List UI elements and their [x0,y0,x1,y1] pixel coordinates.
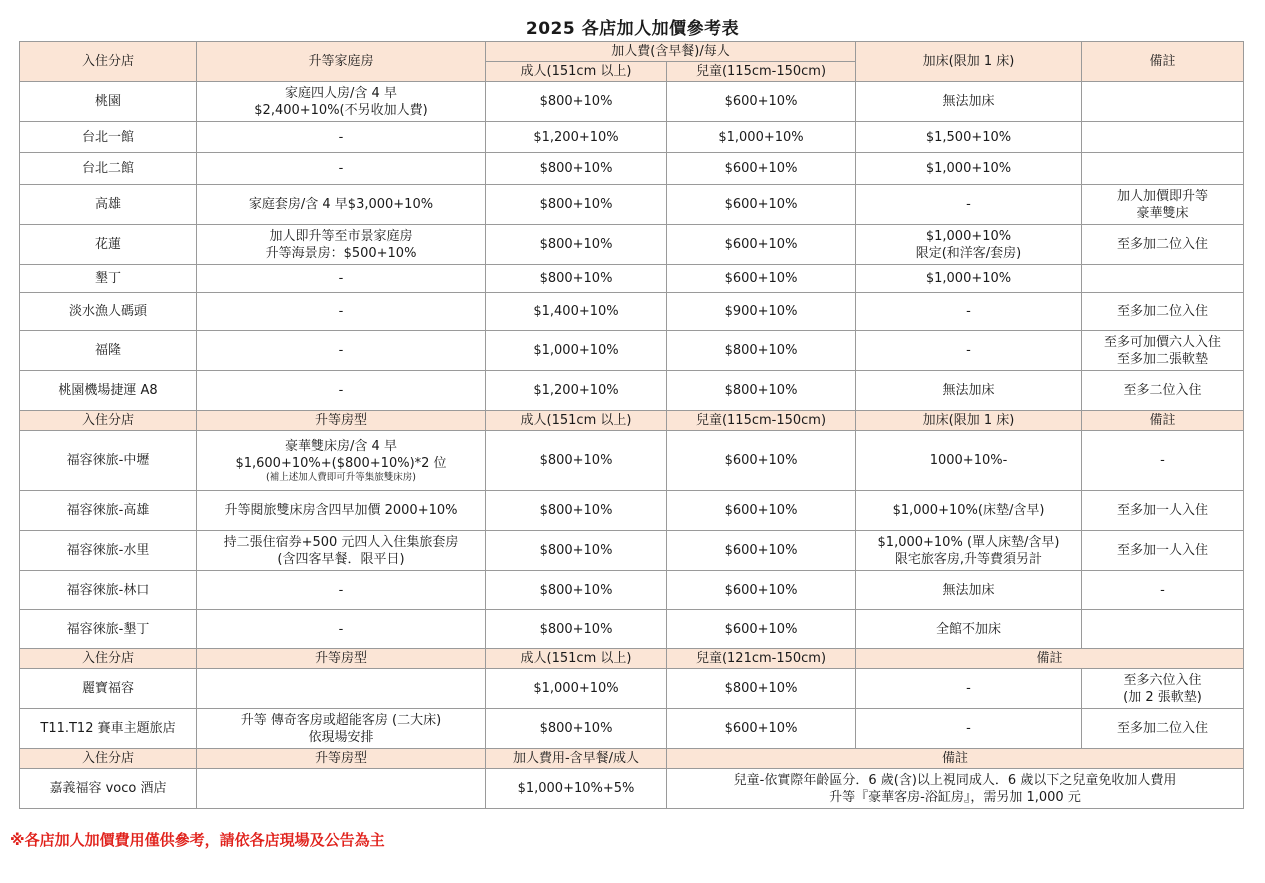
remark-cell [1082,491,1244,531]
header-adult: 成人(151cm 以上) [486,649,667,669]
adult-fee-cell: $800+10% [486,185,667,225]
table-row [20,610,1244,649]
upgrade-cell-line: 升等閱旅雙床房含四早加價 2000+10% [224,503,458,518]
extra-bed-cell-line: - [966,681,971,696]
extra-bed-cell [856,185,1082,225]
branch-cell: 花蓮 [20,225,197,265]
upgrade-cell-line: - [338,271,344,286]
upgrade-cell-line: - [338,129,344,145]
remark-cell [1082,153,1244,185]
footnote: ※各店加人加價費用僅供參考，請依各店現場及公告為主 [10,831,385,849]
extra-bed-cell [856,82,1082,122]
extra-bed-cell [856,371,1082,411]
extra-bed-cell [856,531,1082,571]
rate-table-body [20,42,1244,809]
header-adult: 成人(151cm 以上) [486,411,667,431]
remark-cell-line: - [1160,453,1165,468]
extra-bed-cell-line: 全館不加床 [935,621,1001,637]
table-row [20,491,1244,531]
branch-cell: 福容徠旅-墾丁 [20,610,197,649]
header-upgrade: 升等房型 [197,749,486,769]
extra-bed-cell-line: 無法加床 [942,94,995,109]
adult-fee-cell: $800+10% [486,431,667,491]
extra-bed-cell-line: $1,000+10% (單人床墊/含早) [877,534,1060,550]
upgrade-cell-line: - [338,383,344,398]
upgrade-cell [197,491,486,531]
header-upgrade: 升等房型 [197,411,486,431]
adult-fee-cell: $800+10% [486,531,667,571]
fee-cell: $1,000+10%+5% [486,769,667,809]
remark-cell-line: 至多加一人入住 [1116,503,1208,518]
child-fee-cell: $600+10% [667,153,856,185]
remark-cell [1082,431,1244,491]
upgrade-cell [197,709,486,749]
adult-fee-cell: $1,000+10% [486,669,667,709]
upgrade-cell-line: 依現場安排 [308,729,374,745]
table-row [20,153,1244,185]
upgrade-cell-line: (含四客早餐．限平日) [277,551,405,567]
extra-bed-cell-line: $1,000+10%(床墊/含早) [892,503,1045,518]
upgrade-cell-line: - [338,582,344,598]
remark-cell-line: 豪華雙床 [1136,205,1189,221]
table-row [20,531,1244,571]
remark-cell [1082,571,1244,610]
adult-fee-cell: $800+10% [486,491,667,531]
header-remark: 備註 [667,749,1244,769]
upgrade-cell [197,610,486,649]
extra-bed-cell-line: - [966,721,971,736]
upgrade-cell [197,669,486,709]
upgrade-cell [197,331,486,371]
extra-bed-cell-line: 限宅旅客房,升等費須另計 [894,551,1043,567]
remark-cell-line: 升等『豪華客房-浴缸房』，需另加 1,000 元 [829,789,1081,805]
header-row [20,649,1244,669]
adult-fee-cell: $800+10% [486,82,667,122]
upgrade-cell-line: 豪華雙床房/含 4 早 [285,438,397,454]
extra-bed-cell-line: 無法加床 [942,582,995,598]
remark-cell-line: (加 2 張軟墊) [1123,689,1202,705]
header-branch: 入住分店 [20,649,197,669]
adult-fee-cell: $800+10% [486,571,667,610]
extra-bed-cell-line: - [966,343,971,358]
extra-bed-cell [856,153,1082,185]
child-fee-cell: $600+10% [667,531,856,571]
table-row [20,769,1244,809]
header-row [20,749,1244,769]
adult-fee-cell: $800+10% [486,610,667,649]
table-row [20,431,1244,491]
header-branch: 入住分店 [20,42,197,82]
remark-cell [1082,225,1244,265]
table-row [20,82,1244,122]
remark-cell [1082,265,1244,293]
header-row [20,42,1244,62]
upgrade-cell-line: 家庭套房/含 4 早$3,000+10% [248,197,434,212]
branch-cell: 台北一館 [20,122,197,153]
branch-cell: 桃園機場捷運 A8 [20,371,197,411]
upgrade-cell [197,122,486,153]
table-row [20,709,1244,749]
branch-cell: 福容徠旅-林口 [20,571,197,610]
table-row [20,122,1244,153]
upgrade-cell-note: (補上述加人費即可升等集旅雙床房) [266,471,416,483]
remark-cell [1082,82,1244,122]
branch-cell: 福容徠旅-中壢 [20,431,197,491]
extra-bed-cell [856,122,1082,153]
table-row [20,669,1244,709]
extra-bed-cell [856,709,1082,749]
adult-fee-cell: $1,000+10% [486,331,667,371]
extra-bed-cell-line: - [966,197,971,212]
header-fee: 加人費用-含早餐/成人 [486,749,667,769]
upgrade-cell-line: 升等 傳奇客房或超能客房 (二大床) [240,712,442,728]
extra-bed-cell [856,265,1082,293]
table-row [20,293,1244,331]
header-extra-bed: 加床(限加 1 床) [856,42,1082,82]
adult-fee-cell: $1,200+10% [486,371,667,411]
upgrade-cell [197,185,486,225]
adult-fee-cell: $1,400+10% [486,293,667,331]
branch-cell: 墾丁 [20,265,197,293]
upgrade-cell-line: 加人即升等至市景家庭房 [269,228,413,244]
extra-bed-cell-line: 無法加床 [942,383,995,398]
extra-bed-cell-line: $1,000+10% [925,161,1012,176]
child-fee-cell: $600+10% [667,491,856,531]
remark-cell [1082,669,1244,709]
upgrade-cell-line: $2,400+10%(不另收加人費) [254,102,428,118]
upgrade-cell-line: 家庭四人房/含 4 早 [285,85,397,101]
extra-bed-cell [856,610,1082,649]
remark-cell-line: 至多加二位入住 [1116,237,1208,252]
branch-cell: 麗寶福容 [20,669,197,709]
header-child: 兒童(115cm-150cm) [667,62,856,82]
child-fee-cell: $600+10% [667,709,856,749]
upgrade-cell [197,531,486,571]
branch-cell: 嘉義福容 voco 酒店 [20,769,197,809]
upgrade-cell [197,265,486,293]
adult-fee-cell: $800+10% [486,265,667,293]
upgrade-cell [197,571,486,610]
header-remark: 備註 [1082,42,1244,82]
child-fee-cell: $600+10% [667,571,856,610]
remark-cell [667,769,1244,809]
child-fee-cell: $1,000+10% [667,122,856,153]
remark-cell [1082,122,1244,153]
extra-bed-cell [856,331,1082,371]
branch-cell: 高雄 [20,185,197,225]
header-child: 兒童(121cm-150cm) [667,649,856,669]
upgrade-cell [197,82,486,122]
branch-cell: 台北二館 [20,153,197,185]
remark-cell-line: - [1160,582,1165,598]
remark-cell [1082,610,1244,649]
upgrade-cell-line: $1,600+10%+($800+10%)*2 位 [235,455,447,471]
upgrade-cell [197,769,486,809]
child-fee-cell: $600+10% [667,82,856,122]
header-branch: 入住分店 [20,411,197,431]
header-remark: 備註 [856,649,1244,669]
upgrade-cell-line: - [338,621,344,637]
remark-cell-line: 至多可加價六人入住 [1103,334,1221,350]
header-upgrade: 升等房型 [197,649,486,669]
header-upgrade: 升等家庭房 [197,42,486,82]
child-fee-cell: $800+10% [667,371,856,411]
extra-bed-cell-line: 1000+10%- [929,453,1008,468]
extra-bed-cell-line: - [966,304,971,319]
adult-fee-cell: $800+10% [486,225,667,265]
extra-bed-cell [856,491,1082,531]
child-fee-cell: $800+10% [667,331,856,371]
header-adult: 成人(151cm 以上) [486,62,667,82]
extra-bed-cell [856,293,1082,331]
extra-bed-cell [856,669,1082,709]
header-extra-person: 加人費(含早餐)/每人 [486,42,856,62]
upgrade-cell-line: 升等海景房：$500+10% [265,245,417,261]
child-fee-cell: $600+10% [667,265,856,293]
remark-cell-line: 至多加一人入住 [1116,543,1208,558]
extra-bed-cell-line: $1,000+10% [925,271,1012,286]
table-row [20,371,1244,411]
upgrade-cell [197,153,486,185]
adult-fee-cell: $1,200+10% [486,122,667,153]
branch-cell: 福容徠旅-高雄 [20,491,197,531]
branch-cell: T11.T12 賽車主題旅店 [20,709,197,749]
extra-bed-cell [856,431,1082,491]
adult-fee-cell: $800+10% [486,153,667,185]
header-child: 兒童(115cm-150cm) [667,411,856,431]
page-title: 2025 各店加人加價參考表 [525,19,740,39]
remark-cell-line: 至多加二張軟墊 [1116,351,1208,367]
remark-cell-line: 至多六位入住 [1123,672,1202,688]
upgrade-cell-line: - [338,343,344,358]
upgrade-cell [197,293,486,331]
branch-cell: 淡水漁人碼頭 [20,293,197,331]
remark-cell [1082,371,1244,411]
table-row [20,225,1244,265]
upgrade-cell-line: - [338,304,344,319]
header-extra-bed: 加床(限加 1 床) [856,411,1082,431]
remark-cell [1082,293,1244,331]
upgrade-cell-line: 持二張住宿券+500 元四人入住集旅套房 [223,534,459,550]
child-fee-cell: $600+10% [667,225,856,265]
child-fee-cell: $600+10% [667,610,856,649]
remark-cell-line: 加人加價即升等 [1116,188,1208,204]
branch-cell: 福隆 [20,331,197,371]
branch-cell: 福容徠旅-水里 [20,531,197,571]
upgrade-cell [197,225,486,265]
remark-cell [1082,185,1244,225]
table-row [20,265,1244,293]
remark-cell [1082,331,1244,371]
rate-table [19,41,1244,809]
upgrade-cell-line: - [338,161,344,176]
extra-bed-cell-line: $1,500+10% [925,129,1012,145]
extra-bed-cell [856,225,1082,265]
child-fee-cell: $900+10% [667,293,856,331]
extra-bed-cell-line: 限定(和洋客/套房) [915,245,1022,261]
extra-bed-cell-line: $1,000+10% [925,228,1012,244]
remark-cell-line: 至多加二位入住 [1116,721,1208,736]
table-row [20,571,1244,610]
header-row [20,411,1244,431]
upgrade-cell [197,371,486,411]
remark-cell-line: 兒童-依實際年齡區分．6 歲(含)以上視同成人．6 歲以下之兒童免收加人費用 [733,772,1177,788]
remark-cell-line: 至多二位入住 [1123,383,1202,398]
branch-cell: 桃園 [20,82,197,122]
upgrade-cell [197,431,486,491]
header-branch: 入住分店 [20,749,197,769]
child-fee-cell: $800+10% [667,669,856,709]
child-fee-cell: $600+10% [667,185,856,225]
remark-cell [1082,531,1244,571]
extra-bed-cell [856,571,1082,610]
remark-cell [1082,709,1244,749]
header-remark: 備註 [1082,411,1244,431]
remark-cell-line: 至多加二位入住 [1116,304,1208,319]
table-row [20,331,1244,371]
table-row [20,185,1244,225]
adult-fee-cell: $800+10% [486,709,667,749]
child-fee-cell: $600+10% [667,431,856,491]
